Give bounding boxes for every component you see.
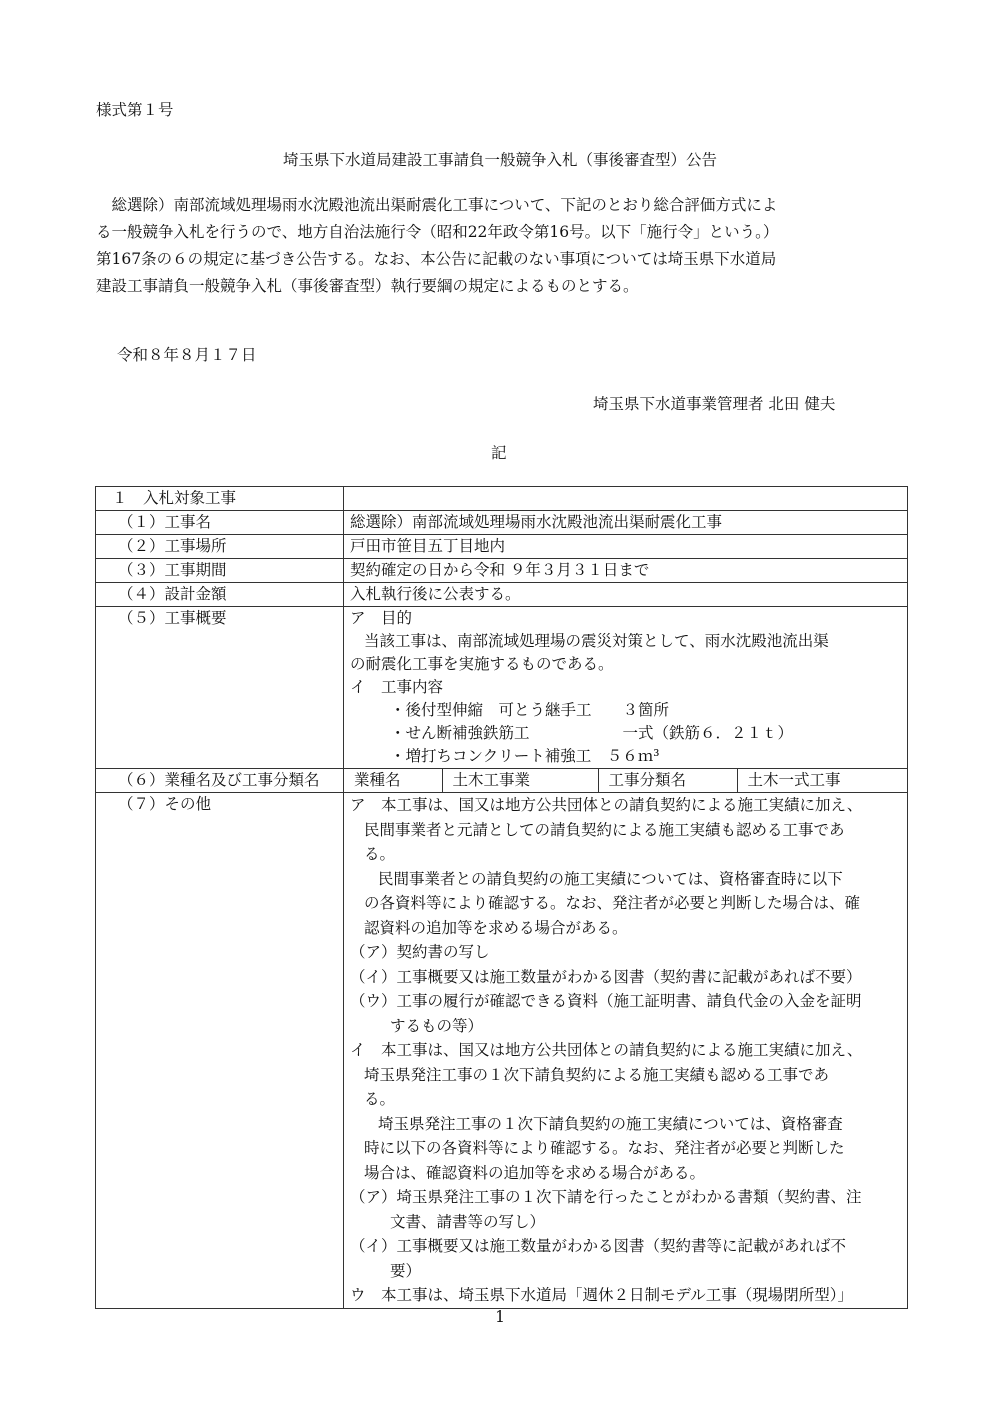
page-number: 1 [495,1308,505,1326]
other-line: 民間事業者との請負契約の施工実績については、資格審査時に以下 [378,869,843,888]
other-line: 文書、請書等の写し） [390,1212,546,1231]
gyoshu-subtable [344,769,907,792]
other-line: る。 [364,1090,396,1108]
row-value: 入札執行後に公表する。 [344,583,908,607]
table-row [96,583,908,607]
other-line: 民間事業者と元請としての請負契約による施工実績も認める工事であ [364,820,845,839]
other-line: 埼玉県発注工事の１次下請負契約の施工実績については、資格審査 [378,1114,843,1133]
row-label: （５）工事概要 [96,607,344,769]
gyoshu-value: 土木工事業 [442,769,598,792]
other-line: ア 本工事は、国又は地方公共団体との請負契約による施工実績に加え、 [350,796,863,814]
row-label: （３）工事期間 [96,559,344,583]
intro-paragraph [96,192,911,300]
table-row [96,559,908,583]
issuer-name: 埼玉県下水道事業管理者 北田 健夫 [593,395,836,413]
other-line: 時に以下の各資料等により確認する。なお、発注者が必要と判断した [364,1139,845,1157]
other-line: （イ）工事概要又は施工数量がわかる図書（契約書等に記載があれば不 [350,1237,847,1255]
overview-line: ・せん断補強鉄筋工 一式（鉄筋６．２１ｔ） [390,724,794,742]
empty-cell [344,487,908,511]
table-row [96,535,908,559]
overview-line: イ 工事内容 [350,678,444,696]
row-label: （６）業種名及び工事分類名 [96,769,344,793]
other-line: 認資料の追加等を求める場合がある。 [364,918,628,937]
overview-line: ・後付型伸縮 可とう継手工 ３箇所 [390,701,670,719]
row-value: 戸田市笹目五丁目地内 [344,535,908,559]
ki-heading: 記 [491,444,507,462]
intro-line: 第167条の６の規定に基づき公告する。なお、本公告に記載のない事項については埼玉県下水道局 [96,250,777,268]
table-row [96,487,908,511]
bunrui-label: 工事分類名 [598,769,737,792]
other-cell [344,793,908,1309]
overview-line: 当該工事は、南部流域処理場の震災対策として、雨水沈殿池流出渠 [364,632,829,650]
other-line: イ 本工事は、国又は地方公共団体との請負契約による施工実績に加え、 [350,1041,863,1059]
other-line: 埼玉県発注工事の１次下請負契約による施工実績も認める工事であ [364,1065,830,1084]
overview-line: ア 目的 [350,609,413,627]
row-label: （４）設計金額 [96,583,344,607]
intro-line: 建設工事請負一般競争入札（事後審査型）執行要綱の規定によるものとする。 [96,277,639,295]
bunrui-value: 土木一式工事 [737,769,907,792]
intro-line: 総選除）南部流域処理場雨水沈殿池流出渠耐震化工事について、下記のとおり総合評価方式によ [96,196,778,214]
row-value: 総選除）南部流域処理場雨水沈殿池流出渠耐震化工事 [344,511,908,535]
form-number: 様式第１号 [96,101,174,119]
other-line: （ア）埼玉県発注工事の１次下請を行ったことがわかる書類（契約書、注 [350,1188,862,1206]
other-line: （イ）工事概要又は施工数量がわかる図書（契約書に記載があれば不要） [350,967,862,986]
notice-date: 令和８年８月１７日 [117,346,257,364]
other-line: （ア）契約書の写し [350,943,490,961]
page-title: 埼玉県下水道局建設工事請負一般競争入札（事後審査型）公告 [282,151,717,169]
intro-line: る一般競争入札を行うので、地方自治法施行令（昭和22年政令第16号。以下「施行令」という。） [96,223,779,241]
overview-line: ・増打ちコンクリート補強工 ５６ｍ³ [390,747,660,765]
other-line: 要） [390,1261,422,1280]
section-heading: １ 入札対象工事 [96,487,344,511]
other-line: 場合は、確認資料の追加等を求める場合がある。 [364,1163,706,1182]
table-row [96,607,908,769]
overview-cell [344,607,908,769]
notice-table [95,486,908,1309]
gyoshu-cell [344,769,908,793]
table-row [96,793,908,1309]
other-line: （ウ）工事の履行が確認できる資料（施工証明書、請負代金の入金を証明 [350,992,862,1010]
table-row [96,511,908,535]
gyoshu-label: 業種名 [354,771,401,789]
row-value: 契約確定の日から令和 ９年３月３１日まで [344,559,908,583]
table-row [96,769,908,793]
other-line: の各資料等により確認する。なお、発注者が必要と判断した場合は、確 [364,894,861,912]
other-line: る。 [364,845,396,863]
row-label: （１）工事名 [96,511,344,535]
row-label: （２）工事場所 [96,535,344,559]
other-line: するもの等） [390,1016,484,1035]
overview-line: の耐震化工事を実施するものである。 [350,655,614,673]
other-line: ウ 本工事は、埼玉県下水道局「週休２日制モデル工事（現場閉所型）」 [350,1286,853,1304]
row-label: （７）その他 [96,793,344,1309]
